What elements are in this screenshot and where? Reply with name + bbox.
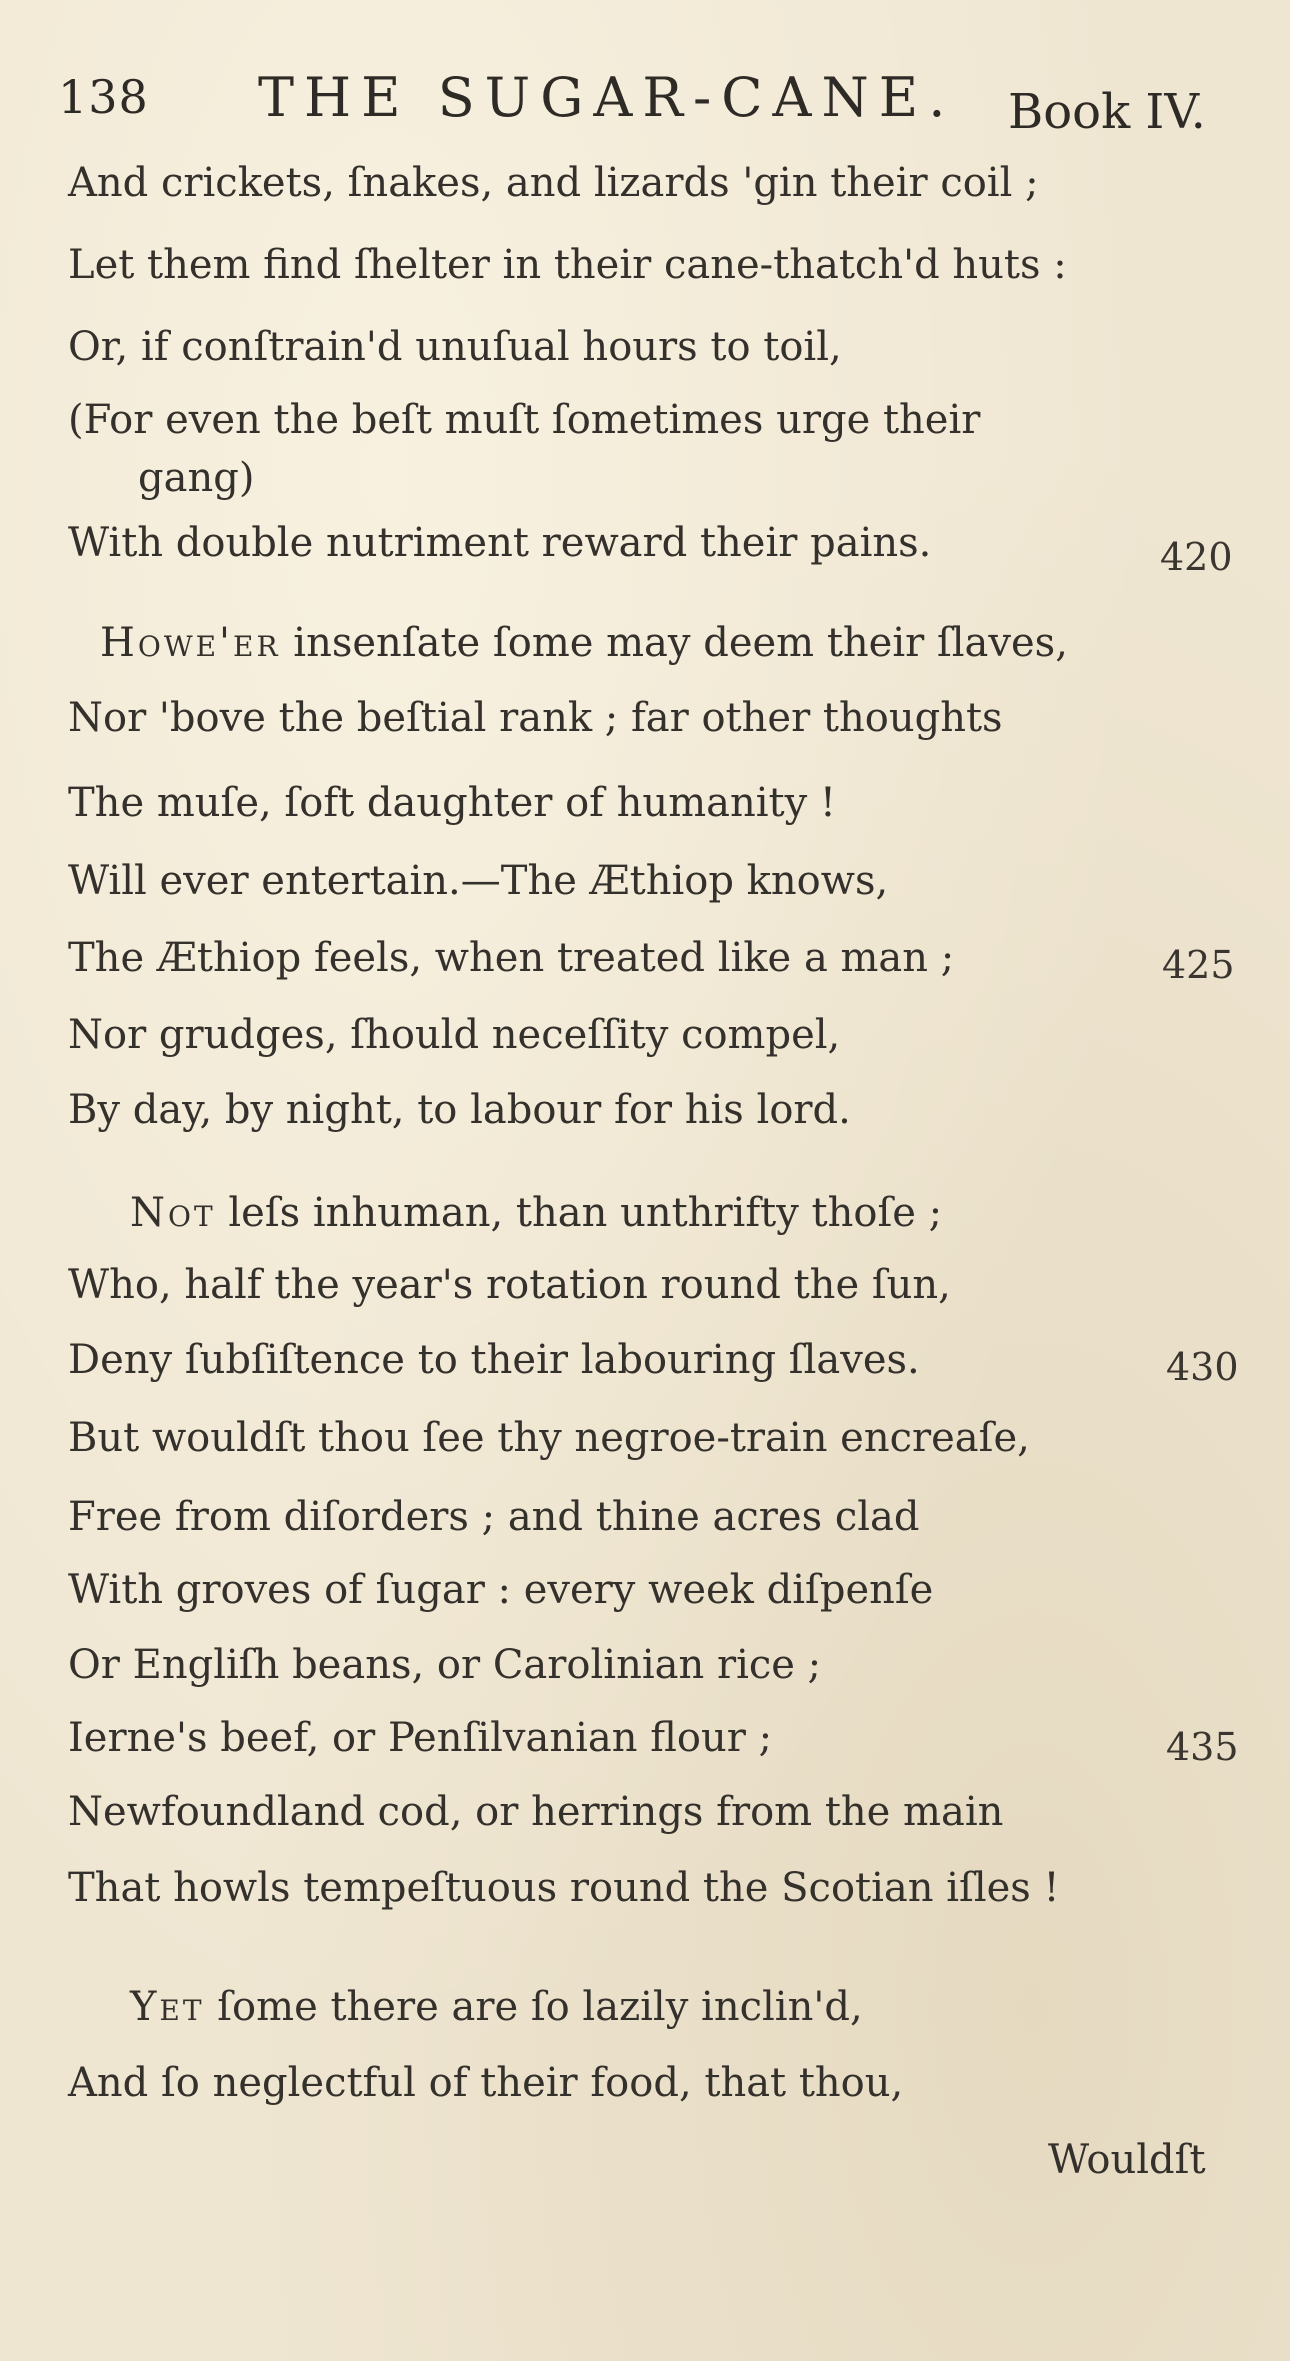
- verse-line: gang): [138, 455, 255, 501]
- verse-line: Newfoundland cod, or herrings from the main: [68, 1789, 1004, 1835]
- verse-line: [130, 1190, 943, 1236]
- verse-line: The muſe, ſoft daughter of humanity !: [68, 780, 836, 826]
- verse-line: (For even the beſt muſt ſometimes urge their: [68, 397, 981, 443]
- page-number: 138: [58, 70, 149, 124]
- verse-line: Nor grudges, ſhould neceſſity compel,: [68, 1012, 841, 1058]
- running-header: [58, 62, 1258, 142]
- verse-line: That howls tempeſtuous round the Scotian iſles !: [68, 1865, 1060, 1911]
- verse-line: [130, 1984, 863, 2030]
- verse-line: By day, by night, to labour for his lord.: [68, 1087, 851, 1133]
- verse-line: And crickets, ſnakes, and lizards 'gin their coil ;: [68, 160, 1039, 206]
- line-number: 435: [1166, 1725, 1239, 1769]
- verse-line: Ierne's beef, or Penſilvanian flour ;: [68, 1715, 773, 1761]
- verse-line: Nor 'bove the beſtial rank ; far other thoughts: [68, 695, 1003, 741]
- verse-line: And ſo neglectful of their food, that thou,: [68, 2060, 904, 2106]
- line-number: 430: [1166, 1345, 1239, 1389]
- book-label: Book IV.: [1008, 84, 1206, 140]
- verse-line: With double nutriment reward their pains.: [68, 520, 932, 566]
- verse-line: Free from diſorders ; and thine acres clad: [68, 1494, 920, 1540]
- line-number: 425: [1162, 943, 1235, 987]
- verse-line: The Æthiop feels, when treated like a man ;: [68, 935, 955, 981]
- verse-line: Will ever entertain.—The Æthiop knows,: [68, 858, 889, 904]
- stanza-opening-small-caps: Yet: [130, 1984, 205, 2030]
- verse-line-text: leſs inhuman, than unthrifty thoſe ;: [228, 1190, 943, 1236]
- running-title: THE SUGAR-CANE.: [258, 66, 956, 129]
- verse-line: Deny ſubſiſtence to their labouring ſlaves.: [68, 1337, 920, 1383]
- verse-line-text: ſome there are ſo lazily inclin'd,: [217, 1984, 863, 2030]
- verse-line: But wouldſt thou ſee thy negroe-train encreaſe,: [68, 1415, 1030, 1461]
- verse-line: Or Engliſh beans, or Carolinian rice ;: [68, 1642, 822, 1688]
- verse-line: Let them find ſhelter in their cane-thatch'd huts :: [68, 242, 1067, 288]
- catchword: Wouldſt: [1048, 2137, 1206, 2183]
- stanza-opening-small-caps: Not: [130, 1190, 216, 1236]
- verse-line-text: insenſate ſome may deem their ſlaves,: [293, 620, 1068, 666]
- verse-line: [100, 620, 1068, 666]
- line-number: 420: [1160, 535, 1233, 579]
- verse-line: Or, if conſtrain'd unuſual hours to toil,: [68, 324, 842, 370]
- verse-line: Who, half the year's rotation round the ſun,: [68, 1262, 951, 1308]
- stanza-opening-small-caps: Howe'er: [100, 620, 281, 666]
- verse-line: With groves of ſugar : every week diſpenſe: [68, 1567, 934, 1613]
